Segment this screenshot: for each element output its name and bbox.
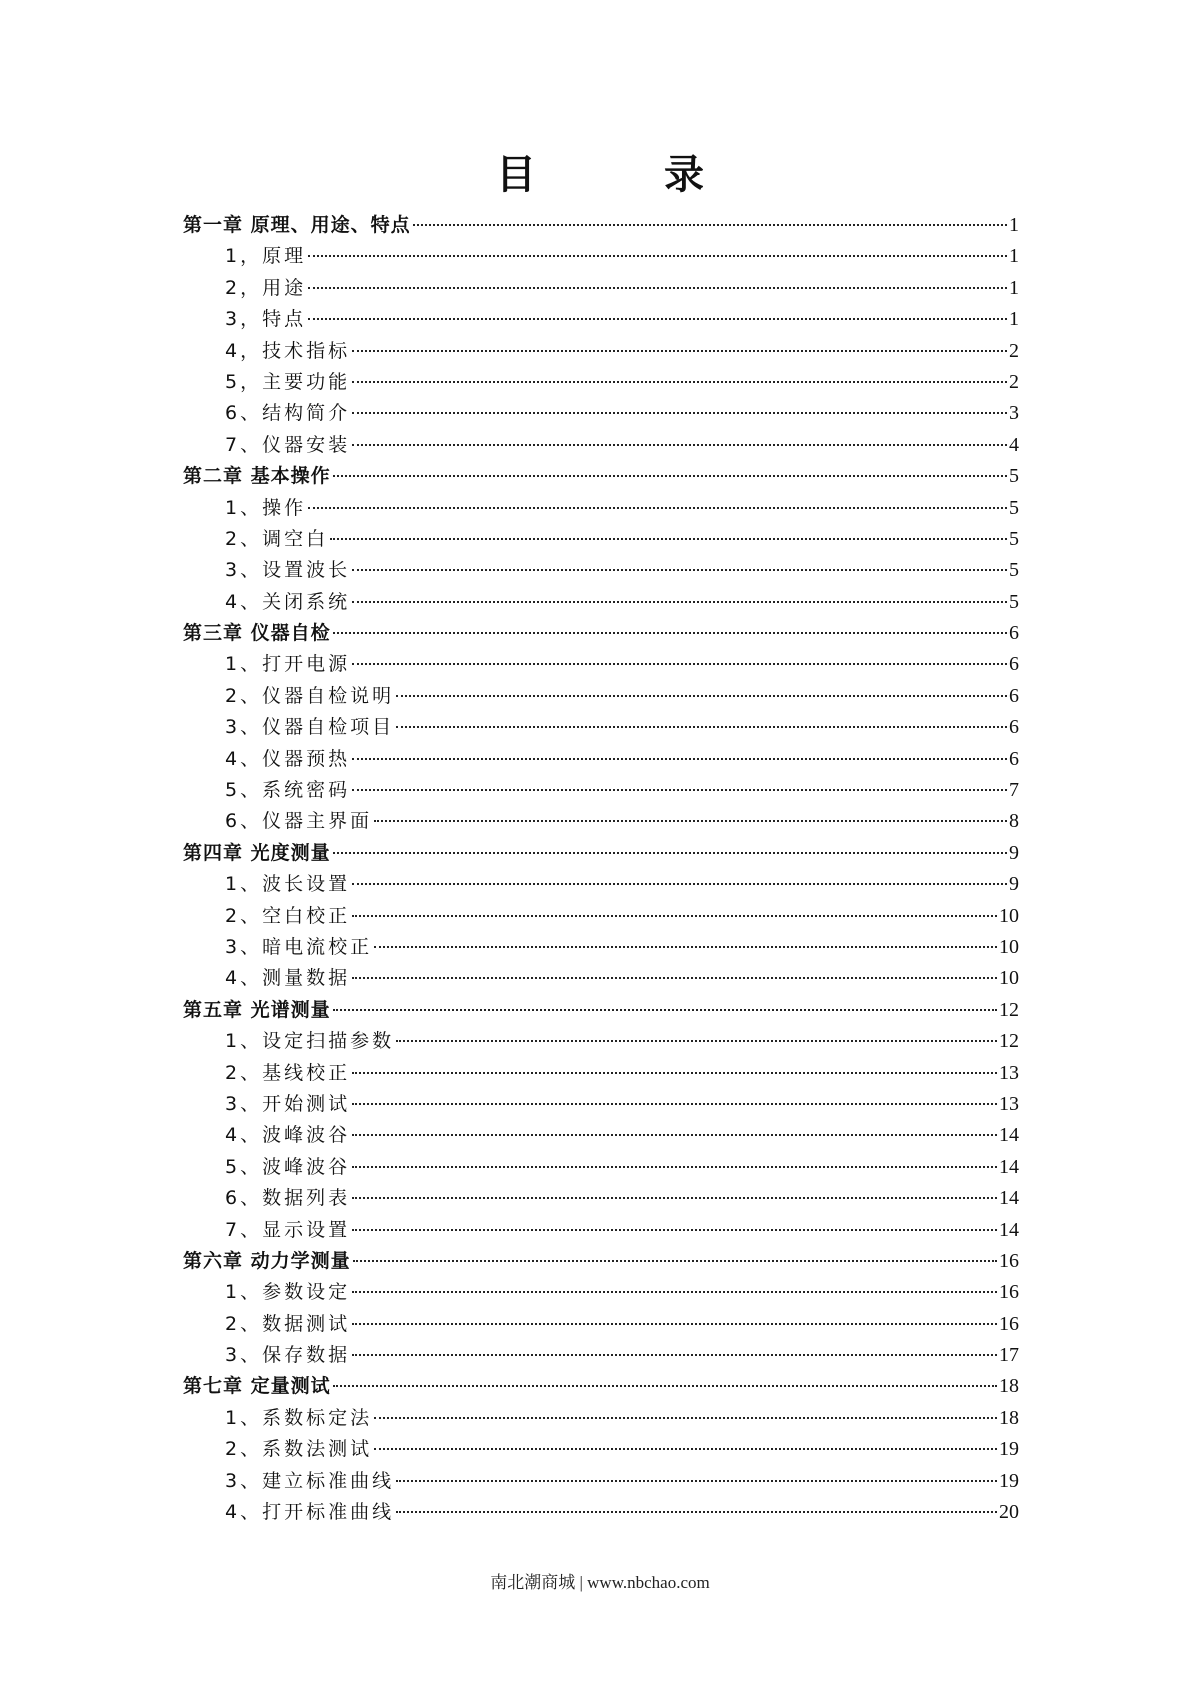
dot-leader bbox=[333, 475, 1007, 477]
dot-leader bbox=[374, 946, 997, 948]
toc-page-number: 1 bbox=[1009, 245, 1019, 268]
table-of-contents bbox=[183, 210, 1019, 1528]
toc-section-entry[interactable] bbox=[183, 1434, 1019, 1465]
toc-entry-label: 7、显示设置 bbox=[225, 1218, 351, 1241]
dot-leader bbox=[333, 852, 1007, 854]
dot-leader bbox=[352, 1291, 997, 1293]
toc-section-entry[interactable] bbox=[183, 806, 1019, 837]
toc-entry-label: 4、仪器预热 bbox=[225, 747, 351, 770]
dot-leader bbox=[352, 350, 1007, 352]
dot-leader bbox=[333, 1009, 997, 1011]
dot-leader bbox=[352, 444, 1007, 446]
toc-entry-label: 2、基线校正 bbox=[225, 1061, 351, 1084]
toc-section-entry[interactable] bbox=[183, 241, 1019, 272]
dot-leader bbox=[396, 1480, 997, 1482]
toc-page-number: 9 bbox=[1009, 873, 1019, 896]
toc-entry-label: 1、操作 bbox=[225, 496, 307, 519]
toc-chapter-entry[interactable] bbox=[183, 210, 1019, 241]
dot-leader bbox=[352, 1229, 997, 1231]
dot-leader bbox=[396, 1040, 997, 1042]
toc-page-number: 18 bbox=[999, 1406, 1019, 1429]
toc-section-entry[interactable] bbox=[183, 1120, 1019, 1151]
toc-entry-label: 2、数据测试 bbox=[225, 1312, 351, 1335]
toc-page-number: 1 bbox=[1009, 308, 1019, 331]
toc-page-number: 7 bbox=[1009, 779, 1019, 802]
toc-page-number: 5 bbox=[1009, 590, 1019, 613]
toc-chapter-entry[interactable] bbox=[183, 1246, 1019, 1277]
toc-entry-label: 3，特点 bbox=[225, 308, 307, 331]
toc-page-number: 6 bbox=[1009, 716, 1019, 739]
toc-page-number: 8 bbox=[1009, 810, 1019, 833]
toc-entry-label: 6、数据列表 bbox=[225, 1187, 351, 1210]
dot-leader bbox=[352, 381, 1007, 383]
dot-leader bbox=[374, 820, 1007, 822]
toc-entry-label: 3、开始测试 bbox=[225, 1092, 351, 1115]
toc-entry-label: 4、测量数据 bbox=[225, 967, 351, 990]
toc-entry-label: 3、设置波长 bbox=[225, 559, 351, 582]
dot-leader bbox=[374, 1417, 997, 1419]
dot-leader bbox=[352, 977, 997, 979]
toc-section-entry[interactable] bbox=[183, 1183, 1019, 1214]
toc-page-number: 14 bbox=[999, 1187, 1019, 1210]
dot-leader bbox=[374, 1448, 997, 1450]
toc-section-entry[interactable] bbox=[183, 1466, 1019, 1497]
toc-entry-label: 1、设定扫描参数 bbox=[225, 1030, 395, 1053]
toc-section-entry[interactable] bbox=[183, 869, 1019, 900]
dot-leader bbox=[352, 1166, 997, 1168]
toc-page-number: 10 bbox=[999, 967, 1019, 990]
dot-leader bbox=[333, 632, 1007, 634]
toc-page-number: 6 bbox=[1009, 684, 1019, 707]
toc-page-number: 1 bbox=[1009, 276, 1019, 299]
toc-entry-label: 第三章 仪器自检 bbox=[183, 622, 331, 645]
dot-leader bbox=[352, 412, 1007, 414]
toc-entry-label: 7、仪器安装 bbox=[225, 433, 351, 456]
toc-section-entry[interactable] bbox=[183, 524, 1019, 555]
toc-page-number: 2 bbox=[1009, 370, 1019, 393]
toc-section-entry[interactable] bbox=[183, 336, 1019, 367]
dot-leader bbox=[352, 663, 1007, 665]
toc-section-entry[interactable] bbox=[183, 1340, 1019, 1371]
toc-page-number: 20 bbox=[999, 1501, 1019, 1524]
toc-section-entry[interactable] bbox=[183, 304, 1019, 335]
toc-entry-label: 第二章 基本操作 bbox=[183, 465, 331, 488]
toc-page-number: 6 bbox=[1009, 622, 1019, 645]
toc-section-entry[interactable] bbox=[183, 1309, 1019, 1340]
toc-entry-label: 3、暗电流校正 bbox=[225, 935, 373, 958]
toc-page-number: 12 bbox=[999, 1030, 1019, 1053]
toc-entry-label: 第一章 原理、用途、特点 bbox=[183, 214, 411, 236]
toc-entry-label: 4，技术指标 bbox=[225, 339, 351, 362]
toc-page-number: 16 bbox=[999, 1249, 1019, 1272]
dot-leader bbox=[308, 318, 1007, 320]
toc-section-entry[interactable] bbox=[183, 1403, 1019, 1434]
toc-section-entry[interactable] bbox=[183, 649, 1019, 680]
toc-chapter-entry[interactable] bbox=[183, 838, 1019, 869]
toc-entry-label: 1，原理 bbox=[225, 245, 307, 268]
toc-entry-label: 5、波峰波谷 bbox=[225, 1155, 351, 1178]
dot-leader bbox=[413, 224, 1007, 226]
toc-section-entry[interactable] bbox=[183, 963, 1019, 994]
toc-entry-label: 1、打开电源 bbox=[225, 653, 351, 676]
toc-section-entry[interactable] bbox=[183, 1497, 1019, 1528]
toc-section-entry[interactable] bbox=[183, 1026, 1019, 1057]
dot-leader bbox=[352, 601, 1007, 603]
dot-leader bbox=[333, 1385, 997, 1387]
toc-page-number: 5 bbox=[1009, 527, 1019, 550]
toc-section-entry[interactable] bbox=[183, 430, 1019, 461]
toc-section-entry[interactable] bbox=[183, 681, 1019, 712]
toc-page-number: 5 bbox=[1009, 496, 1019, 519]
toc-entry-label: 1、波长设置 bbox=[225, 873, 351, 896]
toc-chapter-entry[interactable] bbox=[183, 461, 1019, 492]
toc-page-number: 10 bbox=[999, 935, 1019, 958]
dot-leader bbox=[396, 1511, 997, 1513]
toc-page-number: 18 bbox=[999, 1375, 1019, 1398]
toc-page-number: 14 bbox=[999, 1124, 1019, 1147]
dot-leader bbox=[352, 1197, 997, 1199]
toc-page-number: 16 bbox=[999, 1281, 1019, 1304]
dot-leader bbox=[396, 695, 1007, 697]
dot-leader bbox=[352, 1072, 997, 1074]
dot-leader bbox=[352, 1103, 997, 1105]
toc-page-number: 2 bbox=[1009, 339, 1019, 362]
toc-page-number: 14 bbox=[999, 1155, 1019, 1178]
toc-entry-label: 4、波峰波谷 bbox=[225, 1124, 351, 1147]
toc-section-entry[interactable] bbox=[183, 1089, 1019, 1120]
dot-leader bbox=[352, 915, 997, 917]
toc-entry-label: 3、建立标准曲线 bbox=[225, 1469, 395, 1492]
toc-entry-label: 6、结构简介 bbox=[225, 402, 351, 425]
toc-page-number: 3 bbox=[1009, 402, 1019, 425]
dot-leader bbox=[352, 758, 1007, 760]
dot-leader bbox=[352, 883, 1007, 885]
toc-section-entry[interactable] bbox=[183, 493, 1019, 524]
toc-entry-label: 1、参数设定 bbox=[225, 1281, 351, 1304]
toc-section-entry[interactable] bbox=[183, 775, 1019, 806]
dot-leader bbox=[352, 569, 1007, 571]
toc-page-number: 4 bbox=[1009, 433, 1019, 456]
toc-section-entry[interactable] bbox=[183, 1152, 1019, 1183]
toc-section-entry[interactable] bbox=[183, 555, 1019, 586]
dot-leader bbox=[308, 287, 1007, 289]
toc-page-number: 13 bbox=[999, 1092, 1019, 1115]
dot-leader bbox=[308, 255, 1007, 257]
toc-page-number: 6 bbox=[1009, 747, 1019, 770]
dot-leader bbox=[396, 726, 1007, 728]
toc-page-number: 9 bbox=[1009, 841, 1019, 864]
toc-entry-label: 第七章 定量测试 bbox=[183, 1375, 331, 1398]
toc-entry-label: 6、仪器主界面 bbox=[225, 810, 373, 833]
toc-page-number: 12 bbox=[999, 998, 1019, 1021]
toc-entry-label: 1、系数标定法 bbox=[225, 1406, 373, 1429]
toc-entry-label: 第四章 光度测量 bbox=[183, 841, 331, 864]
toc-page-number: 14 bbox=[999, 1218, 1019, 1241]
toc-page-number: 13 bbox=[999, 1061, 1019, 1084]
dot-leader bbox=[352, 1354, 997, 1356]
toc-page-number: 1 bbox=[1009, 214, 1019, 236]
toc-entry-label: 第六章 动力学测量 bbox=[183, 1249, 351, 1272]
dot-leader bbox=[353, 1260, 997, 1262]
toc-section-entry[interactable] bbox=[183, 932, 1019, 963]
toc-chapter-entry[interactable] bbox=[183, 995, 1019, 1026]
toc-page-number: 19 bbox=[999, 1469, 1019, 1492]
toc-entry-label: 2、仪器自检说明 bbox=[225, 684, 395, 707]
toc-page-number: 17 bbox=[999, 1344, 1019, 1367]
toc-entry-label: 5，主要功能 bbox=[225, 370, 351, 393]
dot-leader bbox=[308, 507, 1007, 509]
toc-section-entry[interactable] bbox=[183, 587, 1019, 618]
toc-entry-label: 4、打开标准曲线 bbox=[225, 1501, 395, 1524]
toc-section-entry[interactable] bbox=[183, 367, 1019, 398]
toc-chapter-entry[interactable] bbox=[183, 618, 1019, 649]
dot-leader bbox=[352, 1134, 997, 1136]
toc-section-entry[interactable] bbox=[183, 273, 1019, 304]
dot-leader bbox=[330, 538, 1007, 540]
toc-section-entry[interactable] bbox=[183, 901, 1019, 932]
toc-entry-label: 2、系数法测试 bbox=[225, 1438, 373, 1461]
toc-page-number: 10 bbox=[999, 904, 1019, 927]
toc-page-number: 6 bbox=[1009, 653, 1019, 676]
toc-entry-label: 3、仪器自检项目 bbox=[225, 716, 395, 739]
toc-page-number: 19 bbox=[999, 1438, 1019, 1461]
toc-entry-label: 2，用途 bbox=[225, 276, 307, 299]
toc-page-number: 16 bbox=[999, 1312, 1019, 1335]
toc-section-entry[interactable] bbox=[183, 1215, 1019, 1246]
toc-section-entry[interactable] bbox=[183, 1277, 1019, 1308]
toc-section-entry[interactable] bbox=[183, 712, 1019, 743]
dot-leader bbox=[352, 789, 1007, 791]
toc-entry-label: 2、空白校正 bbox=[225, 904, 351, 927]
toc-entry-label: 3、保存数据 bbox=[225, 1344, 351, 1367]
toc-entry-label: 2、调空白 bbox=[225, 527, 329, 550]
toc-entry-label: 5、系统密码 bbox=[225, 779, 351, 802]
toc-chapter-entry[interactable] bbox=[183, 1371, 1019, 1402]
toc-section-entry[interactable] bbox=[183, 1058, 1019, 1089]
toc-entry-label: 第五章 光谱测量 bbox=[183, 998, 331, 1021]
page-title: 目 录 bbox=[496, 151, 748, 198]
page-footer: 南北潮商城 | www.nbchao.com bbox=[490, 1573, 710, 1592]
toc-section-entry[interactable] bbox=[183, 398, 1019, 429]
toc-page-number: 5 bbox=[1009, 465, 1019, 488]
toc-page-number: 5 bbox=[1009, 559, 1019, 582]
toc-section-entry[interactable] bbox=[183, 744, 1019, 775]
toc-entry-label: 4、关闭系统 bbox=[225, 590, 351, 613]
dot-leader bbox=[352, 1323, 997, 1325]
